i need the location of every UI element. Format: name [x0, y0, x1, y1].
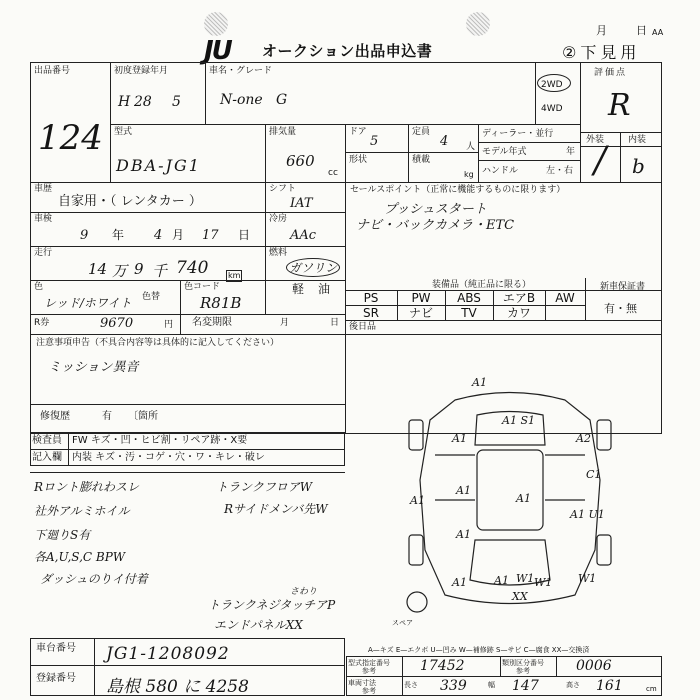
- recycle-unit: 円: [164, 320, 174, 330]
- mileage-unit: km: [228, 271, 241, 280]
- after-items-label: 後日品: [349, 322, 377, 332]
- first-reg-label: 初度登録年月: [114, 66, 169, 76]
- dims-label: 車両寸法: [348, 679, 376, 687]
- class-num-value: 0006: [576, 658, 612, 674]
- dims-width-label: 幅: [488, 681, 495, 689]
- form-frame: [30, 62, 662, 434]
- color-code-value: R81B: [200, 294, 242, 312]
- handle-label: ハンドル: [482, 166, 519, 176]
- load-unit: kg: [464, 170, 474, 179]
- fuel-gasoline: ガソリン: [286, 258, 340, 277]
- usage-value: 自家用・（ レンタカー ）: [58, 194, 202, 209]
- shape-label: 形状: [349, 155, 368, 165]
- rating-value: R: [608, 88, 631, 123]
- remark-left-5: ダッシュのりイ付着: [40, 572, 148, 586]
- equip-tv: TV: [461, 306, 477, 320]
- dims-height: 161: [596, 678, 623, 694]
- inspection-month: 4: [154, 228, 163, 243]
- inspection-year-label: 年: [112, 228, 125, 242]
- doors-label: ドア: [349, 127, 367, 137]
- model-label: 型式: [114, 127, 133, 137]
- chassis-label: 車台番号: [36, 643, 76, 654]
- mileage-rest: 9: [134, 260, 144, 278]
- ju-logo: JU: [204, 36, 231, 66]
- capacity-value: 4: [440, 134, 449, 149]
- equip-ps: PS: [363, 291, 379, 305]
- first-reg-era: H: [118, 94, 131, 110]
- recycle-value: 9670: [100, 316, 134, 331]
- repair-location-label: 〔箇所: [128, 411, 158, 422]
- dmg-right-front-door: C1: [586, 468, 602, 481]
- remark-left-4: 各A,U,S,C BPW: [34, 550, 126, 564]
- interior-value: b: [632, 154, 645, 178]
- displacement-label: 排気量: [269, 127, 297, 137]
- chassis-value: JG1-1208092: [106, 644, 230, 664]
- aa-label: AA: [652, 28, 664, 37]
- repair-value: 有: [102, 411, 112, 422]
- inspection-label: 車検: [34, 214, 53, 224]
- car-name-value: N-one G: [220, 92, 288, 108]
- repair-label: 修復歴: [40, 411, 70, 422]
- doors-value: 5: [370, 134, 379, 149]
- remark-right-2: Rサイドメンバ先W: [224, 502, 328, 516]
- equipment-label: 装備品（純正品に限る）: [432, 280, 532, 290]
- inspection-day: 17: [202, 228, 219, 243]
- model-year-label: モデル年式: [482, 147, 527, 157]
- drive-circle: [537, 74, 571, 92]
- dmg-roof: A1: [516, 492, 531, 505]
- equip-aw: AW: [555, 291, 575, 305]
- exterior-label: 外装: [586, 135, 605, 145]
- warranty-value: 有・無: [604, 302, 637, 315]
- remark-left-3: 下廻りS有: [34, 528, 91, 542]
- notes-label: 注意事項申告（不具合内容等は具体的に記入してください）: [36, 338, 280, 348]
- remark-right-4: トランクネジタッチアP: [208, 598, 336, 612]
- model-value: DBA-JG1: [116, 156, 201, 175]
- warranty-label: 新車保証書: [600, 282, 646, 292]
- color-value: レッド/ホワイト: [44, 296, 132, 310]
- capacity-unit: 人: [466, 142, 476, 152]
- form-title: オークション出品申込書: [262, 42, 433, 60]
- drive-4wd: 4WD: [541, 104, 563, 114]
- fuel-label: 燃料: [269, 248, 288, 258]
- entry-label: 記入欄: [32, 452, 62, 463]
- remark-right-5: エンドパネルXX: [214, 618, 303, 632]
- dmg-right-front-fender: A2: [576, 432, 591, 445]
- aircon-value: AAc: [290, 228, 317, 243]
- color-label: 色: [34, 282, 44, 292]
- fuel-oil: 油: [318, 282, 331, 296]
- dmg-left-side: A1: [410, 494, 425, 507]
- registration-label: 登録番号: [36, 673, 76, 684]
- handle-value: 左・右: [546, 166, 574, 176]
- rating-label: 評価点: [594, 68, 628, 78]
- dmg-hood: A1 S1: [502, 414, 535, 427]
- equip-leather: カワ: [506, 306, 531, 320]
- recycle-label: R券: [34, 318, 50, 328]
- class-num-sub: 参考: [516, 667, 530, 675]
- inspection-year: 9: [80, 228, 89, 243]
- remark-left-2: 社外アルミホイル: [34, 504, 130, 518]
- shift-label: シフト: [269, 184, 297, 194]
- damage-legend: A—キズ E—エクボ U—凹み W—補修跡 S—サビ C—腐食 XX—交換済: [368, 646, 590, 654]
- color-code-label: 色コード: [184, 282, 221, 292]
- equip-pw: PW: [411, 291, 431, 305]
- dims-height-label: 高さ: [566, 681, 580, 689]
- equip-sr: SR: [363, 306, 379, 320]
- dealer-label: ディーラー・並行: [482, 129, 554, 139]
- lot-number-label: 出品番号: [34, 66, 71, 76]
- dmg-left-rear-quarter: A1: [452, 576, 467, 589]
- inspector-label: 検査員: [32, 435, 62, 446]
- punch-hole-right: [466, 12, 490, 36]
- dmg-right-rear-quarter: W1: [578, 572, 597, 585]
- dmg-rear-center: W1: [516, 572, 535, 585]
- day-label: 日: [636, 24, 647, 37]
- model-year-unit: 年: [566, 147, 576, 157]
- name-change-label: 名変期限: [192, 317, 232, 328]
- aircon-label: 冷房: [269, 214, 288, 224]
- type-num-label: 型式指定番号: [348, 659, 390, 667]
- inspector-value: FW キズ・凹・ヒビ割・リペア跡・X要: [72, 435, 248, 446]
- dims-sub: 参考: [362, 687, 376, 695]
- sales-point-line1: プッシュスタート: [384, 202, 487, 217]
- fuel-light: 軽: [292, 282, 305, 296]
- drive-2wd: 2WD: [541, 80, 563, 90]
- type-num-value: 17452: [420, 658, 465, 674]
- dmg-trunk-left: A1: [494, 574, 509, 587]
- color-change-label: 色替: [142, 292, 161, 302]
- class-num-label: 類別区分番号: [502, 659, 544, 667]
- type-num-sub: 参考: [362, 667, 376, 675]
- dims-length-label: 長さ: [404, 681, 418, 689]
- dmg-front-bumper: A1: [472, 376, 487, 389]
- dmg-right-rear-door: A1 U1: [570, 508, 605, 521]
- dmg-left-front-door: A1: [456, 484, 471, 497]
- dmg-rear-bumper: W1: [534, 576, 553, 589]
- usage-label: 車歴: [34, 184, 53, 194]
- notes-value: ミッション異音: [48, 360, 139, 375]
- mileage-man: 14: [88, 260, 108, 278]
- punch-hole-left: [204, 12, 228, 36]
- dmg-left-rear-door: A1: [456, 528, 471, 541]
- equip-navi: ナビ: [408, 306, 433, 320]
- registration-value: 島根 580 に 4258: [106, 677, 249, 697]
- remark-right-1: トランクフロアW: [216, 480, 313, 494]
- first-reg-month: 5: [172, 94, 181, 110]
- interior-label: 内装: [628, 135, 647, 145]
- month-label: 月: [596, 24, 607, 37]
- sales-point-line2: ナビ・バックカメラ・ETC: [356, 218, 515, 233]
- dims-width: 147: [512, 678, 539, 694]
- inspection-month-label: 月: [172, 228, 185, 242]
- inspection-day-label: 日: [238, 228, 251, 242]
- car-name-label: 車名・グレード: [209, 66, 273, 76]
- mileage-sen-unit: 千: [152, 262, 168, 280]
- lot-number-value: 124: [38, 118, 103, 158]
- displacement-unit: cc: [328, 168, 338, 178]
- equip-abs: ABS: [457, 291, 481, 305]
- spare-label: スペア: [392, 619, 413, 627]
- displacement-value: 660: [286, 152, 315, 170]
- mileage-last: 740: [176, 258, 209, 278]
- viewing-copy-label: ②下見用: [562, 43, 641, 62]
- remark-right-3: さわり: [290, 587, 318, 597]
- shift-value: IAT: [290, 196, 313, 211]
- mileage-man-unit: 万: [112, 262, 128, 280]
- exterior-value: /: [594, 140, 607, 181]
- name-change-day: 日: [330, 318, 340, 328]
- dims-unit: cm: [646, 685, 657, 693]
- entry-value: 内装 キズ・汚・コゲ・穴・ワ・キレ・破レ: [72, 452, 265, 463]
- first-reg-year: 28: [134, 94, 152, 110]
- remark-left-1: Rロント膨れわスレ: [34, 480, 140, 494]
- equip-airbag: エアB: [502, 291, 536, 305]
- dmg-rear-exchange: XX: [512, 590, 528, 603]
- capacity-label: 定員: [412, 127, 431, 137]
- name-change-month: 月: [280, 318, 290, 328]
- dims-length: 339: [440, 678, 467, 694]
- mileage-label: 走行: [34, 248, 53, 258]
- sales-point-label: セールスポイント（正常に機能するものに限ります）: [350, 185, 566, 195]
- dmg-left-front-fender: A1: [452, 432, 467, 445]
- load-label: 積載: [412, 155, 431, 165]
